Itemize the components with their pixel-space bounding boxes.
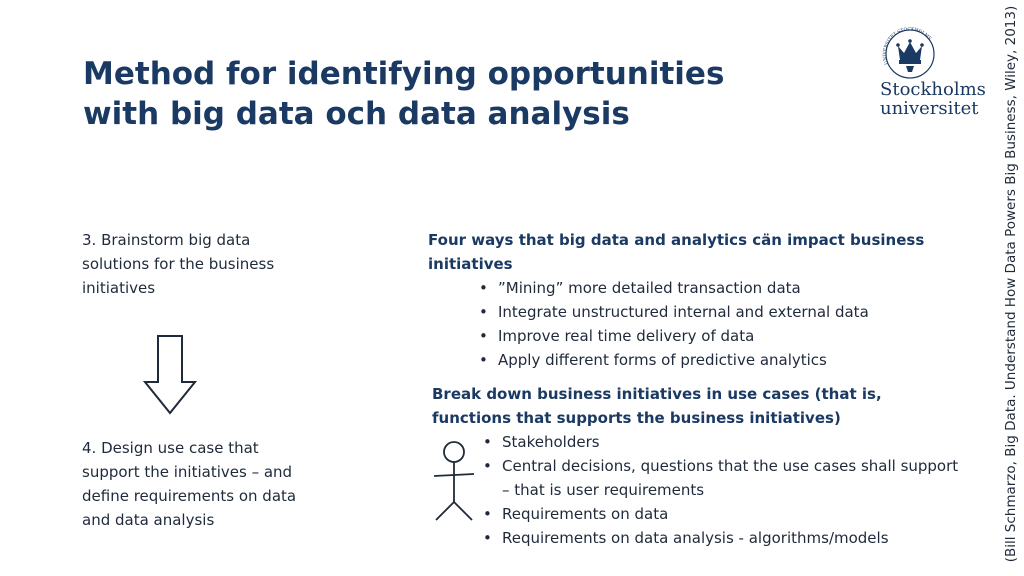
step-3-text: 3. Brainstorm big data solutions for the business initiatives <box>82 231 275 297</box>
bullet-dot: • <box>479 327 488 345</box>
bullet-dot: • <box>479 303 488 321</box>
slide-title-line-2: with big data och data analysis <box>83 96 630 132</box>
university-name-line-2: universitet <box>880 98 979 119</box>
list-item: • Improve real time delivery of data <box>498 324 948 348</box>
seal-lettering: UNIVERSITET STOCKHOLMS <box>882 27 932 66</box>
bullet-dot: • <box>483 457 492 475</box>
slide-title <box>83 54 843 134</box>
citation-vertical: (Bill Schmarzo, Big Data. Understand How Data Powers Big Business, Wiley, 2013) <box>1003 5 1019 563</box>
list-item: • Integrate unstructured internal and external data <box>498 300 948 324</box>
stick-figure-icon <box>430 440 480 524</box>
list-item: • Apply different forms of predictive analytics <box>498 348 948 372</box>
university-name <box>880 80 1000 118</box>
slide-title-line-1: Method for identifying opportunities <box>83 56 725 92</box>
impact-ways-section <box>428 228 948 372</box>
step-4-text: 4. Design use case that support the initiatives – and define requirements on data and data analysis <box>82 439 297 529</box>
bullet-dot: • <box>479 351 488 369</box>
list-item: • Stakeholders <box>502 430 962 454</box>
list-item: • Requirements on data <box>502 502 962 526</box>
bullet-dot: • <box>483 505 492 523</box>
university-name-line-1: Stockholms <box>880 79 986 100</box>
bullet-dot: • <box>483 529 492 547</box>
impact-ways-heading: Four ways that big data and analytics cän impact business initiatives <box>428 231 925 273</box>
down-arrow-icon <box>142 334 198 416</box>
list-item: • ”Mining” more detailed transaction data <box>498 276 948 300</box>
list-item: • Central decisions, questions that the use cases shall support – that is user requirements <box>502 454 962 502</box>
bullet-dot: • <box>483 433 492 451</box>
list-item: • Requirements on data analysis - algorithms/models <box>502 526 962 550</box>
impact-ways-list <box>479 276 948 372</box>
use-cases-list <box>483 430 962 550</box>
use-cases-heading: Break down business initiatives in use cases (that is, functions that supports the business initiatives) <box>432 385 882 427</box>
use-cases-section <box>432 382 962 550</box>
bullet-dot: • <box>479 279 488 297</box>
